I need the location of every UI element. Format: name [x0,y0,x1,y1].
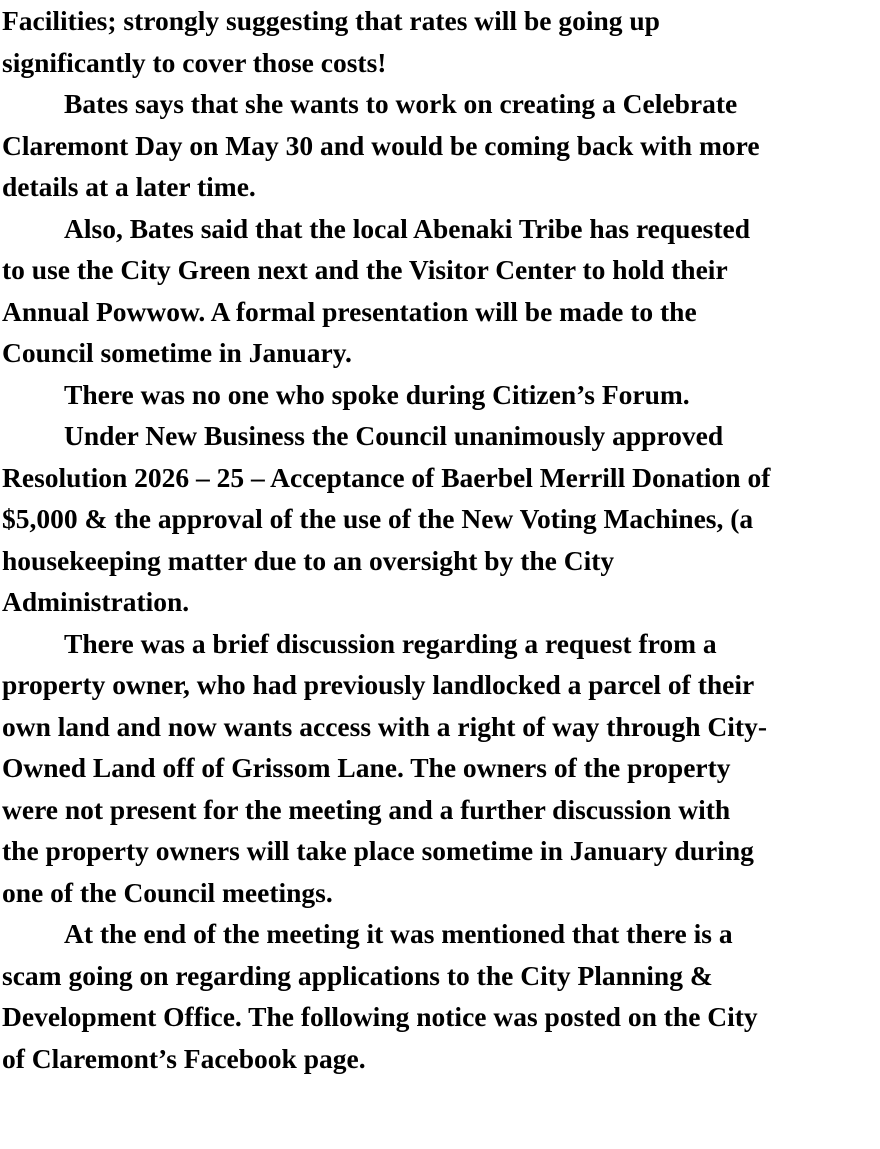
paragraph-citizens-forum [2,374,878,416]
paragraph-new-business [2,415,878,623]
text-line: Council sometime in January. [2,337,352,368]
text-line: Annual Powwow. A formal presentation will be made to the [2,295,697,327]
text-line: to use the City Green next and the Visitor Center to hold their [2,254,728,285]
text-line: Under New Business the Council unanimously approved [64,420,724,451]
paragraph-abenaki-powwow [2,208,878,374]
text-line: Resolution 2026 – 25 – Acceptance of Baerbel Merrill Donation of [2,461,771,493]
text-line: There was a brief discussion regarding a request from a [64,627,717,659]
text-line: There was no one who spoke during Citizen’s Forum. [64,378,690,410]
text-line: housekeeping matter due to an oversight by the City [2,544,615,576]
text-line: At the end of the meeting it was mentioned that there is a [64,918,733,949]
paragraph-scam-notice [2,913,878,1079]
text-line: $5,000 & the approval of the use of the New Voting Machines, (a [2,503,754,534]
document-page [2,0,878,1079]
text-line: details at a later time. [2,171,256,202]
text-line: of Claremont’s Facebook page. [2,1042,366,1074]
text-line: Administration. [2,586,190,617]
paragraph-celebrate-claremont [2,83,878,208]
text-line: Facilities; strongly suggesting that rates will be going up [2,5,660,36]
text-line: Also, Bates said that the local Abenaki Tribe has requested [64,212,751,244]
text-line: scam going on regarding applications to the City Planning & [2,959,713,991]
text-line: own land and now wants access with a right of way through City- [2,710,767,742]
text-line: property owner, who had previously landlocked a parcel of their [2,669,755,700]
text-line: Owned Land off of Grissom Lane. The owners of the property [2,752,731,783]
text-line: were not present for the meeting and a further discussion with [2,793,731,825]
paragraph-right-of-way [2,623,878,914]
text-line: Development Office. The following notice was posted on the City [2,1001,758,1032]
text-line: Bates says that she wants to work on creating a Celebrate [64,88,738,119]
text-line: Claremont Day on May 30 and would be coming back with more [2,129,760,161]
text-line: the property owners will take place sometime in January during [2,835,754,866]
paragraph-rates [2,0,878,83]
text-line: one of the Council meetings. [2,876,333,908]
text-line: significantly to cover those costs! [2,46,387,78]
